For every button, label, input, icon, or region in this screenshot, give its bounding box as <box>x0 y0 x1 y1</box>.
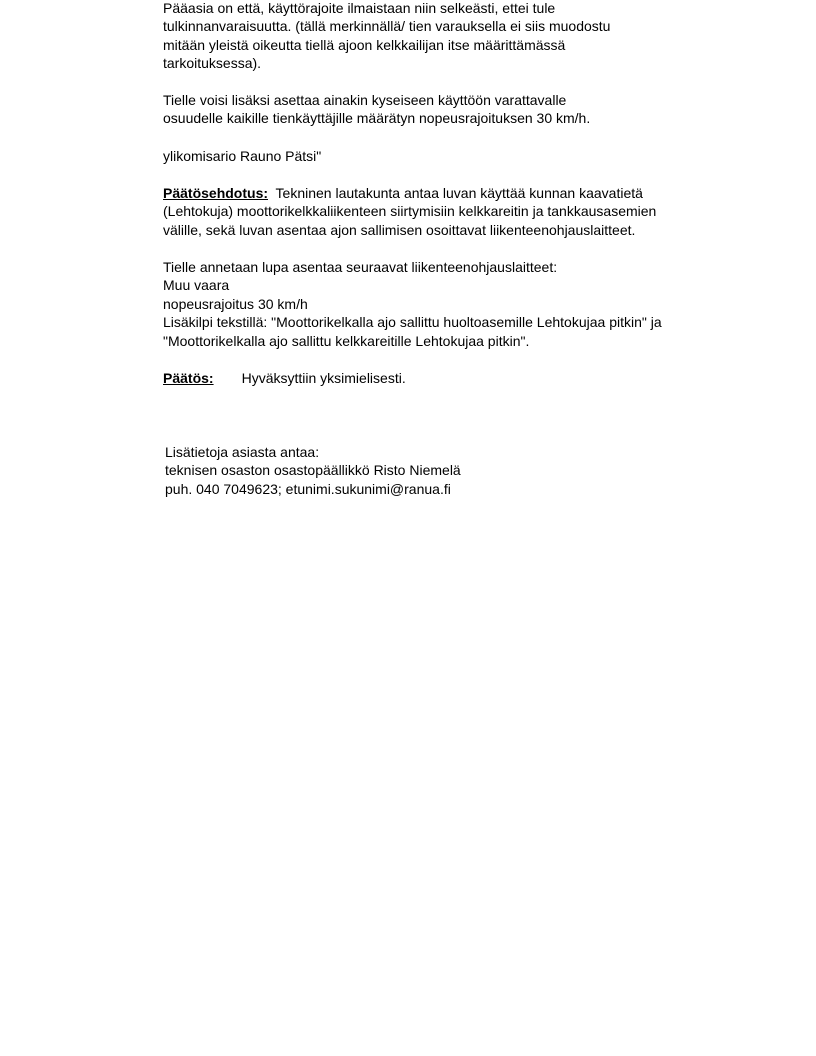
paragraph-speed-limit <box>163 91 590 128</box>
text-line: osuudelle kaikille tienkäyttäjille määrätyn nopeusrajoituksen 30 km/h. <box>163 110 591 127</box>
text-line: (Lehtokuja) moottorikelkkaliikenteen siirtymisiin kelkkareitin ja tankkausasemien <box>163 203 657 220</box>
text-line: Pääasia on että, käyttörajoite ilmaistaan niin selkeästi, ettei tule <box>163 0 556 16</box>
text-line: teknisen osaston osastopäällikkö Risto Niemelä <box>165 462 461 479</box>
text-line: Lisätietoja asiasta antaa: <box>165 444 320 460</box>
text-line: mitään yleistä oikeutta tiellä ajoon kelkkailijan itse määrittämässä <box>163 36 566 53</box>
decision-text: Hyväksyttiin yksimielisesti. <box>241 370 406 386</box>
text-line: "Moottorikelkalla ajo sallittu kelkkareitille Lehtokujaa pitkin". <box>163 332 530 349</box>
decision <box>163 369 406 387</box>
signature-text: ylikomisario Rauno Pätsi" <box>163 148 322 164</box>
text-line: Tielle voisi lisäksi asettaa ainakin kyseiseen käyttöön varattavalle <box>163 92 567 108</box>
text-line: tulkinnanvaraisuutta. (tällä merkinnällä/ tien varauksella ei siis muodostu <box>163 18 611 35</box>
proposal-label: Päätösehdotus: <box>163 185 269 201</box>
decision-proposal <box>163 184 656 239</box>
traffic-devices <box>163 258 662 350</box>
text-line: tarkoituksessa). <box>163 55 262 72</box>
paragraph-usage-restriction <box>163 0 610 73</box>
contact-info <box>165 443 461 498</box>
text-line: Tielle annetaan lupa asentaa seuraavat liikenteenohjauslaitteet: <box>163 259 558 275</box>
signature <box>163 147 321 165</box>
text-line: välille, sekä luvan asentaa ajon sallimisen osoittavat liikenteenohjauslaitteet. <box>163 221 636 238</box>
text-line: Lisäkilpi tekstillä: "Moottorikelkalla ajo sallittu huoltoasemille Lehtokujaa pitkin" ja <box>163 314 662 331</box>
text-line: puh. 040 7049623; etunimi.sukunimi@ranua.fi <box>165 480 451 497</box>
text-line: Muu vaara <box>163 277 230 294</box>
decision-label: Päätös: <box>163 370 214 386</box>
text-line: nopeusrajoitus 30 km/h <box>163 295 308 312</box>
proposal-text: Tekninen lautakunta antaa luvan käyttää kunnan kaavatietä <box>275 185 643 201</box>
